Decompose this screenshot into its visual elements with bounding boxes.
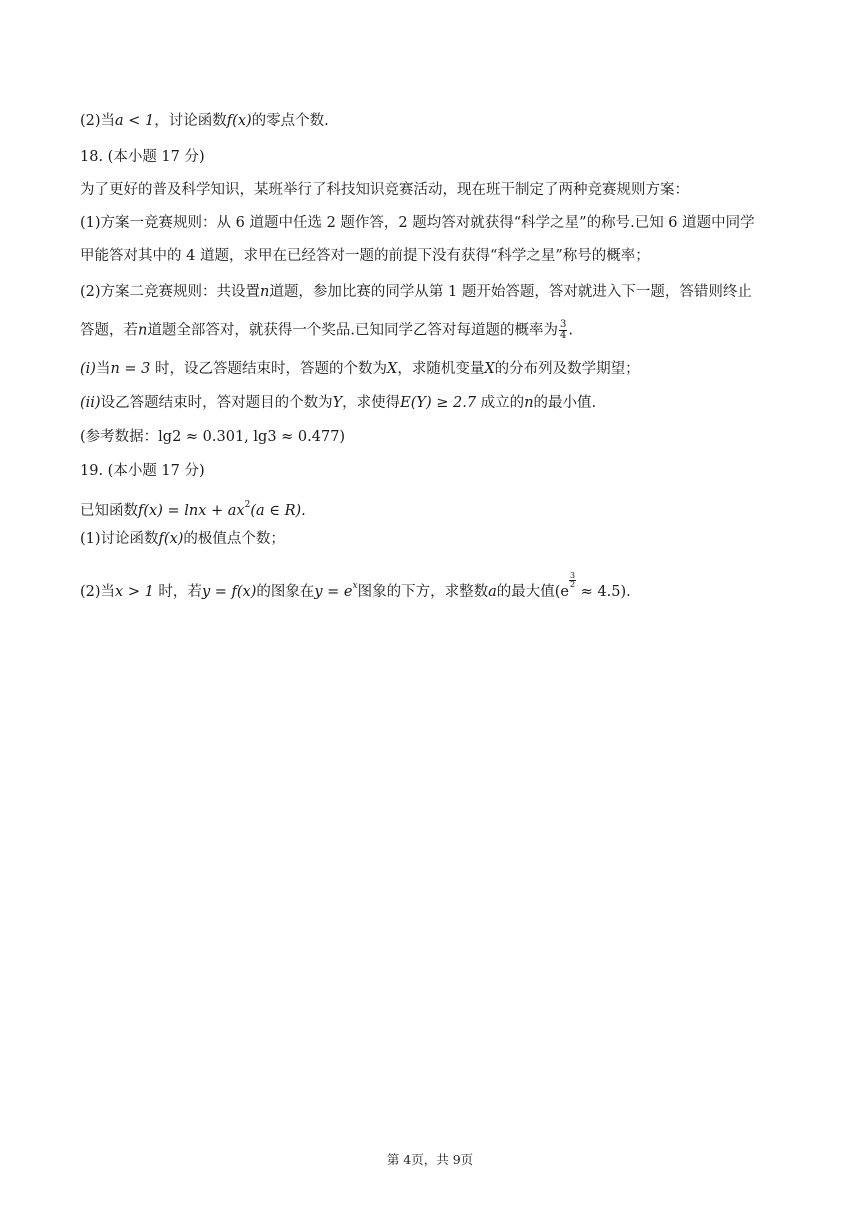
fraction-three-quarters: $\frac{3}{4}$ <box>559 319 567 341</box>
q18-intro: 为了更好的普及科学知识，某班举行了科技知识竞赛活动，现在班干制定了两种竞赛规则方案： <box>80 182 689 198</box>
q18-sub-i: (i)当n = 3 时，设乙答题结束时，答题的个数为X，求随机变量X的分布列及数学期望； <box>80 361 640 377</box>
exponent-three-halves: $\frac{3}{2}$ <box>569 571 576 589</box>
q18-part2-line1: (2)方案二竞赛规则：共设置n道题，参加比赛的同学从第 1 题开始答题，答对就进入下一题，答错则终止 <box>80 284 752 300</box>
q19-intro: 已知函数$f(x) = \ln x + ax^2(a$ ∈ R). <box>80 500 306 519</box>
q18-part2-line2: 答题，若n道题全部答对，就获得一个奖品.已知同学乙答对每道题的概率为 $\frac{3}{4}$ . <box>80 319 573 341</box>
q19-header: 19. (本小题 17 分) <box>80 463 205 479</box>
q19-part1: (1)讨论函数f(x)的极值点个数； <box>80 531 285 547</box>
q17-part2: (2)当a < 1，讨论函数f(x)的零点个数. <box>80 113 329 129</box>
q18-header: 18. (本小题 17 分) <box>80 149 205 165</box>
q18-sub-ii: (ii)设乙答题结束时，答对题目的个数为Y，求使得E(Y) ≥ 2.7 成立的n的最小值. <box>80 395 597 411</box>
q19-part2: (2)当x > 1 时，若y = f(x)的图象在$y = e^x$图象的下方，求整数a的最大值(e $\frac{3}{2}$ ≈ 4.5). <box>80 571 631 600</box>
q18-reference-data: (参考数据：lg2 ≈ 0.301, lg3 ≈ 0.477) <box>80 429 346 445</box>
page-footer: 第 4页，共 9页 <box>386 1152 474 1167</box>
q18-part1-line2: 甲能答对其中的 4 道题，求甲在已经答对一题的前提下没有获得“科学之星”称号的概率； <box>80 248 650 264</box>
q18-part1-line1: (1)方案一竞赛规则：从 6 道题中任选 2 题作答，2 题均答对就获得“科学之星”的称号.已知 6 道题中同学 <box>80 215 755 231</box>
